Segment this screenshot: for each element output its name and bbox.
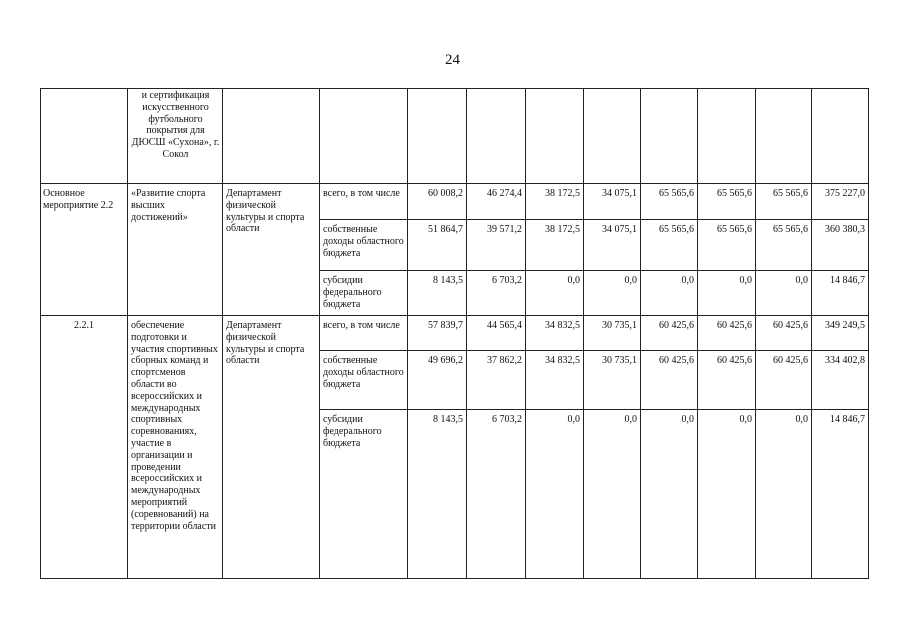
amount-cell: 30 735,1 xyxy=(602,355,637,366)
amount-cell: 49 696,2 xyxy=(428,355,463,366)
amount-cell: 60 425,6 xyxy=(659,355,694,366)
amount-cell: 0,0 xyxy=(567,275,580,286)
amount-cell: 0,0 xyxy=(624,275,637,286)
amount-cell: 8 143,5 xyxy=(433,414,463,425)
amount-cell: 334 402,8 xyxy=(825,355,865,366)
amount-cell: 34 075,1 xyxy=(602,188,637,199)
amount-cell: 0,0 xyxy=(739,414,752,425)
section-code: 2.2.1 xyxy=(74,320,94,331)
amount-cell: 349 249,5 xyxy=(825,320,865,331)
section-name: «Развитие спорта высших достижений» xyxy=(131,188,206,223)
column-border-3 xyxy=(319,88,320,579)
amount-cell: 14 846,7 xyxy=(830,275,865,286)
funding-source: субсидии федерального бюджета xyxy=(323,414,382,449)
amount-cell: 57 839,7 xyxy=(428,320,463,331)
continuation-text: и сертификация искусственного футбольного покрытия для ДЮСШ «Сухона», г. Сокол xyxy=(131,90,220,160)
section-border-2-2 xyxy=(40,183,869,184)
column-border-0 xyxy=(40,88,41,579)
section-border-2-2-1 xyxy=(40,315,869,316)
row-border xyxy=(319,350,869,351)
amount-cell: 0,0 xyxy=(681,275,694,286)
amount-cell: 38 172,5 xyxy=(545,224,580,235)
amount-cell: 0,0 xyxy=(624,414,637,425)
amount-cell: 65 565,6 xyxy=(717,188,752,199)
amount-cell: 34 075,1 xyxy=(602,224,637,235)
section-name: обеспечение подготовки и участия спортивных сборных команд и спортсменов области во всероссийских и международных спортивных соревнованиях, участие в организации и проведении всероссийских и международных мероприятий (соревнований) на территории области xyxy=(131,320,218,532)
amount-cell: 0,0 xyxy=(795,275,808,286)
amount-cell: 360 380,3 xyxy=(825,224,865,235)
section-executor: Департамент физической культуры и спорта области xyxy=(226,320,305,367)
page-number: 24 xyxy=(445,52,460,68)
funding-source: всего, в том числе xyxy=(323,188,400,199)
amount-cell: 65 565,6 xyxy=(659,224,694,235)
amount-cell: 6 703,2 xyxy=(492,275,522,286)
amount-cell: 65 565,6 xyxy=(773,224,808,235)
amount-cell: 60 425,6 xyxy=(717,355,752,366)
amount-cell: 60 425,6 xyxy=(659,320,694,331)
amount-cell: 0,0 xyxy=(567,414,580,425)
section-code: Основное мероприятие 2.2 xyxy=(43,188,114,211)
amount-cell: 39 571,2 xyxy=(487,224,522,235)
funding-source: собственные доходы областного бюджета xyxy=(323,224,404,259)
amount-cell: 60 425,6 xyxy=(773,320,808,331)
amount-cell: 6 703,2 xyxy=(492,414,522,425)
amount-cell: 65 565,6 xyxy=(659,188,694,199)
amount-cell: 34 832,5 xyxy=(545,320,580,331)
amount-cell: 60 425,6 xyxy=(717,320,752,331)
amount-cell: 14 846,7 xyxy=(830,414,865,425)
amount-cell: 0,0 xyxy=(795,414,808,425)
column-border-12 xyxy=(868,88,869,579)
amount-cell: 65 565,6 xyxy=(773,188,808,199)
amount-cell: 60 425,6 xyxy=(773,355,808,366)
amount-cell: 51 864,7 xyxy=(428,224,463,235)
amount-cell: 0,0 xyxy=(739,275,752,286)
amount-cell: 0,0 xyxy=(681,414,694,425)
amount-cell: 38 172,5 xyxy=(545,188,580,199)
amount-cell: 60 008,2 xyxy=(428,188,463,199)
funding-source: субсидии федерального бюджета xyxy=(323,275,382,310)
row-border xyxy=(319,270,869,271)
amount-cell: 37 862,2 xyxy=(487,355,522,366)
row-border xyxy=(319,219,869,220)
column-border-1 xyxy=(127,88,128,579)
amount-cell: 65 565,6 xyxy=(717,224,752,235)
funding-source: всего, в том числе xyxy=(323,320,400,331)
amount-cell: 8 143,5 xyxy=(433,275,463,286)
section-executor: Департамент физической культуры и спорта области xyxy=(226,188,305,235)
amount-cell: 30 735,1 xyxy=(602,320,637,331)
table-border-top xyxy=(40,88,869,89)
row-border xyxy=(319,409,869,410)
amount-cell: 44 565,4 xyxy=(487,320,522,331)
amount-cell: 46 274,4 xyxy=(487,188,522,199)
amount-cell: 34 832,5 xyxy=(545,355,580,366)
column-border-2 xyxy=(222,88,223,579)
table-border-bottom xyxy=(40,578,869,579)
amount-cell: 375 227,0 xyxy=(825,188,865,199)
funding-source: собственные доходы областного бюджета xyxy=(323,355,404,390)
